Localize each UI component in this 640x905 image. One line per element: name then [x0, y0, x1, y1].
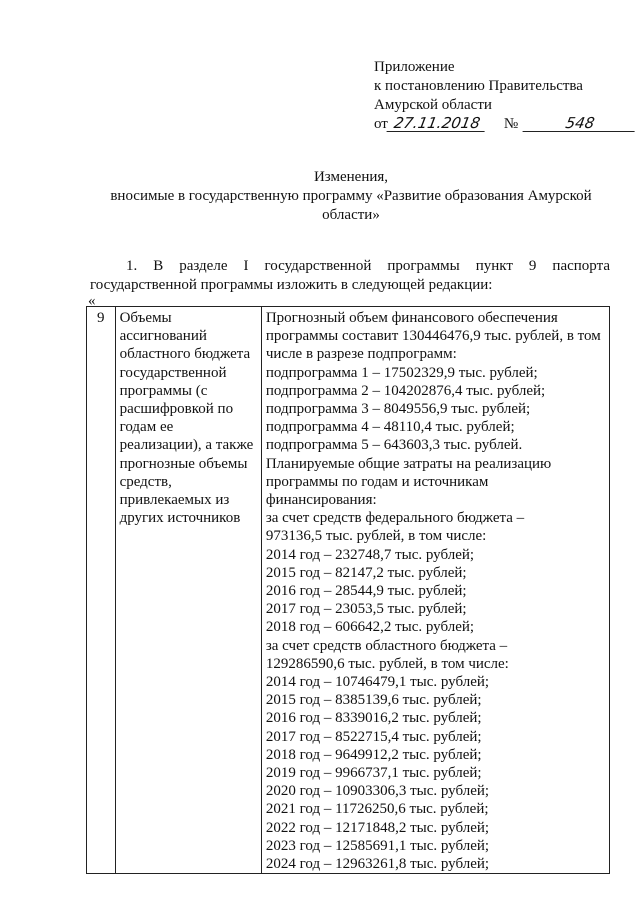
name-line: средств, — [119, 473, 172, 490]
number-label: № — [503, 116, 519, 132]
value-line: подпрограмма 5 – 643603,3 тыс. рублей. — [265, 437, 523, 454]
name-line: прогнозные объемы — [119, 455, 248, 472]
name-line: других источников — [119, 510, 241, 527]
value-line: 2014 год – 232748,7 тыс. рублей; — [265, 546, 475, 563]
value-line: Прогнозный объем финансового обеспечения — [265, 310, 558, 326]
approval-line-1: Приложение — [374, 59, 455, 75]
value-line: 2019 год – 9966737,1 тыс. рублей; — [265, 765, 482, 782]
approval-date-line — [374, 115, 636, 134]
value-line: 2018 год – 9649912,2 тыс. рублей; — [265, 746, 482, 763]
value-line: 2023 год – 12585691,1 тыс. рублей; — [265, 837, 490, 854]
intro-paragraph: 1. В разделе I государственной программы пункт 9 паспорта государственной программы изложить в следующей редакции: — [90, 258, 610, 293]
name-line: Объемы — [119, 310, 172, 326]
value-line: подпрограмма 4 – 48110,4 тыс. рублей; — [265, 419, 515, 436]
name-line: областного бюджета — [119, 346, 251, 363]
date-value: 27.11.2018 — [386, 115, 487, 132]
value-line: 2021 год – 11726250,6 тыс. рублей; — [265, 801, 489, 818]
name-line: расшифровкой по — [119, 401, 234, 418]
value-line: 2024 год – 12963261,8 тыс. рублей; — [265, 856, 490, 873]
approval-line-2: к постановлению Правительства — [374, 78, 583, 94]
value-line: программы составит 130446476,9 тыс. рублей, в том — [265, 328, 601, 345]
value-line: 2016 год – 28544,9 тыс. рублей; — [265, 583, 467, 600]
value-line: 2017 год – 8522715,4 тыс. рублей; — [265, 728, 482, 745]
value-line: подпрограмма 1 – 17502329,9 тыс. рублей; — [265, 364, 538, 381]
value-line: 129286590,6 тыс. рублей, в том числе: — [265, 655, 509, 672]
approval-block — [374, 58, 636, 134]
value-line: Планируемые общие затраты на реализацию — [265, 455, 552, 472]
value-line: 2015 год – 8385139,6 тыс. рублей; — [265, 692, 482, 709]
row-number: 9 — [87, 307, 116, 874]
value-line: программы по годам и источникам — [265, 473, 489, 490]
open-quote: « — [88, 293, 96, 309]
value-line: 2020 год – 10903306,3 тыс. рублей; — [265, 783, 490, 800]
passport-table — [86, 306, 610, 874]
heading-line-2: вносимые в государственную программу «Развитие образования Амурской — [110, 188, 592, 204]
value-line: 2014 год – 10746479,1 тыс. рублей; — [265, 674, 490, 691]
row-value-cell — [261, 307, 609, 874]
value-line: финансирования: — [265, 492, 377, 509]
value-line: за счет средств федерального бюджета – — [265, 510, 525, 527]
value-line: 2018 год – 606642,2 тыс. рублей; — [265, 619, 475, 636]
date-prefix: от — [374, 116, 388, 132]
value-line: 2022 год – 12171848,2 тыс. рублей; — [265, 819, 490, 836]
number-value: 548 — [523, 115, 638, 132]
heading-line-1: Изменения, — [313, 169, 389, 185]
value-line: 973136,5 тыс. рублей, в том числе: — [265, 528, 487, 545]
value-line: 2015 год – 82147,2 тыс. рублей; — [265, 564, 467, 581]
document-heading — [90, 168, 612, 225]
name-line: реализации), а также — [119, 437, 254, 454]
approval-line-3: Амурской области — [374, 97, 492, 113]
table-row — [87, 307, 610, 874]
value-line: подпрограмма 2 – 104202876,4 тыс. рублей; — [265, 382, 546, 399]
value-line: 2016 год – 8339016,2 тыс. рублей; — [265, 710, 482, 727]
value-line: 2017 год – 23053,5 тыс. рублей; — [265, 601, 467, 618]
value-line: подпрограмма 3 – 8049556,9 тыс. рублей; — [265, 401, 531, 418]
name-line: привлекаемых из — [119, 492, 230, 509]
name-line: программы (с — [119, 382, 208, 399]
value-line: числе в разрезе подпрограмм: — [265, 346, 457, 363]
name-line: ассигнований — [119, 328, 207, 345]
row-name-cell — [115, 307, 261, 874]
name-line: годам ее — [119, 419, 174, 436]
value-line: за счет средств областного бюджета – — [265, 637, 508, 654]
name-line: государственной — [119, 364, 227, 381]
heading-line-3: области» — [322, 207, 380, 223]
